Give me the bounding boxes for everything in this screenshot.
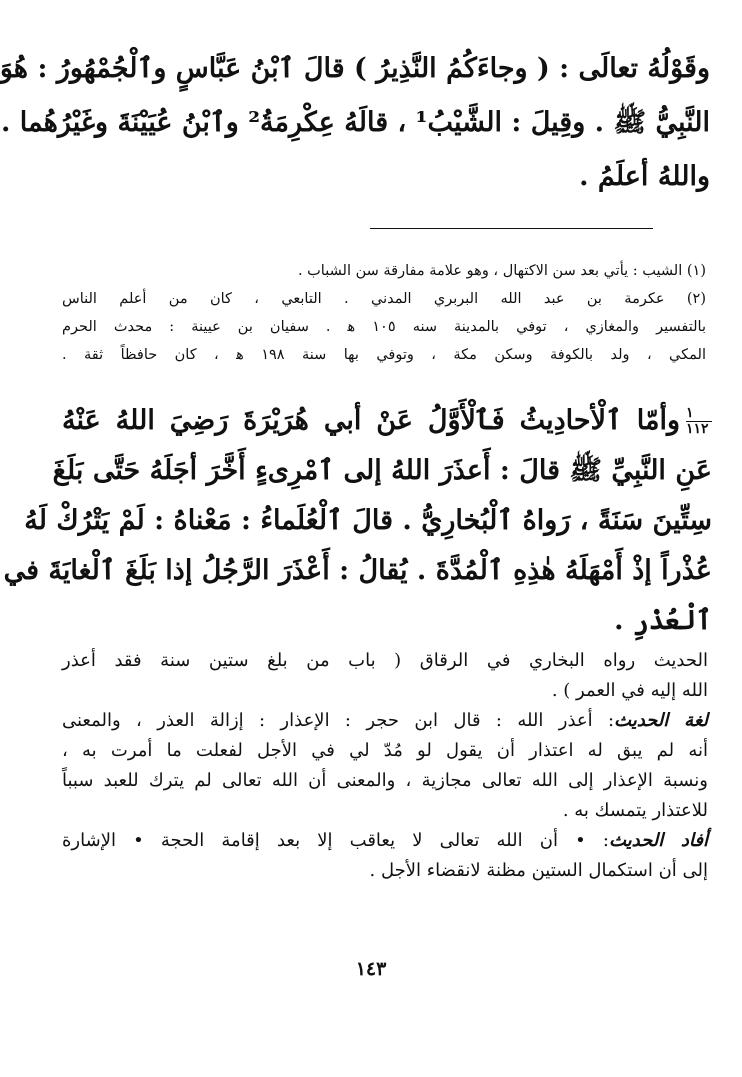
- fawaid-text: : • أن الله تعالى لا يعاقب إلا بعد إقامة الحجة • الإشارة: [62, 830, 609, 851]
- footnote-2-line-3: المكي ، ولد بالكوفة وسكن مكة ، وتوفي بها سنة ١٩٨ ﻫ ، كان حافظاً ثقة .: [62, 347, 706, 363]
- hadith-line-2: عَنِ النَّبِيِّ ﷺ قالَ : أَعذَرَ اللهُ إلى ٱمْرِىءٍ أَخَّرَ أجَلَهُ حَتَّى بَلَغَ: [52, 455, 712, 486]
- footnote-1: (١) الشيب : يأتي بعد سن الاكتهال ، وهو علامة مفارقة سن الشباب .: [297, 263, 706, 279]
- footnote-divider: [370, 228, 653, 229]
- commentary-line-2: الله إليه في العمر ) .: [551, 680, 708, 701]
- verse-commentary-line-3: واللهُ أعلَمُ .: [579, 161, 710, 192]
- hadith-number: [686, 407, 712, 436]
- hadith-number-top: ١: [686, 405, 694, 421]
- commentary-line-3: [62, 706, 708, 736]
- page-number: ١٤٣: [355, 958, 387, 980]
- fawaid-label: أفاد الحديث: [608, 830, 709, 851]
- hadith-line-5: ٱلْعُذْرِ .: [614, 605, 712, 636]
- hadith-line-1-text: وأمّا ٱلْأحادِيثُ فَٱلْأَوَّلُ عَنْ أبي هُرَيْرَةَ رَضِيَ اللهُ عَنْهُ: [62, 405, 680, 436]
- hadith-line-4: عُذْراً إذْ أَمْهَلَهُ هٰذِهِ ٱلْمُدَّةَ . يُقالُ : أَعْذَرَ الرَّجُلُ إذا بَلَغَ ٱلْغايَةَ في: [3, 555, 712, 586]
- footnote-2-line-1: (٢) عكرمة بن عبد الله البربري المدني . التابعي ، كان من أعلم الناس: [62, 291, 706, 307]
- footnote-2-line-2: بالتفسير والمغازي ، توفي بالمدينة سنه ١٠٥ ﻫ . سفيان بن عيينة : محدث الحرم: [62, 319, 706, 335]
- lugha-text: : أعذر الله : قال ابن حجر : الإعذار : إزالة العذر ، والمعنى: [62, 710, 615, 731]
- verse-commentary-line-2: النَّبِيُّ ﷺ . وقِيلَ : الشَّيْبُ¹ ، قالَهُ عِكْرِمَةُ² وٱبْنُ عُيَيْنَةَ وغَيْرُهُما .: [0, 107, 710, 138]
- verse-commentary-line-1: وقَوْلُهُ تعالَى : ( وجاءَكُمُ النَّذِيرُ ) قالَ ٱبْنُ عَبَّاسٍ وٱلْجُمْهُورُ : هُوَ: [0, 53, 710, 84]
- commentary-line-7: [62, 826, 708, 856]
- hadith-line-1: [62, 398, 712, 444]
- commentary-line-8: إلى أن استكمال الستين مظنة لانقضاء الأجل .: [369, 860, 708, 881]
- commentary-line-1: الحديث رواه البخاري في الرقاق ( باب من بلغ ستين سنة فقد أعذر: [62, 650, 708, 671]
- commentary-line-5: ونسبة الإعذار إلى الله تعالى مجازية ، والمعنى أن الله تعالى لم يترك للعبد سبباً: [62, 770, 708, 791]
- lugha-label: لغة الحديث: [614, 710, 708, 731]
- commentary-line-4: أنه لم يبق له اعتذار أن يقول لو مُدّ لي في الأجل لفعلت ما أمرت به ،: [62, 740, 708, 761]
- commentary-line-6: للاعتذار يتمسك به .: [562, 800, 708, 821]
- hadith-number-bottom: ١١٢: [686, 421, 709, 437]
- hadith-line-3: سِتِّينَ سَنَةً ، رَواهُ ٱلْبُخارِيُّ . قالَ ٱلْعُلَماءُ : مَعْناهُ : لَمْ يَتْرُكْ لَهُ: [24, 505, 712, 536]
